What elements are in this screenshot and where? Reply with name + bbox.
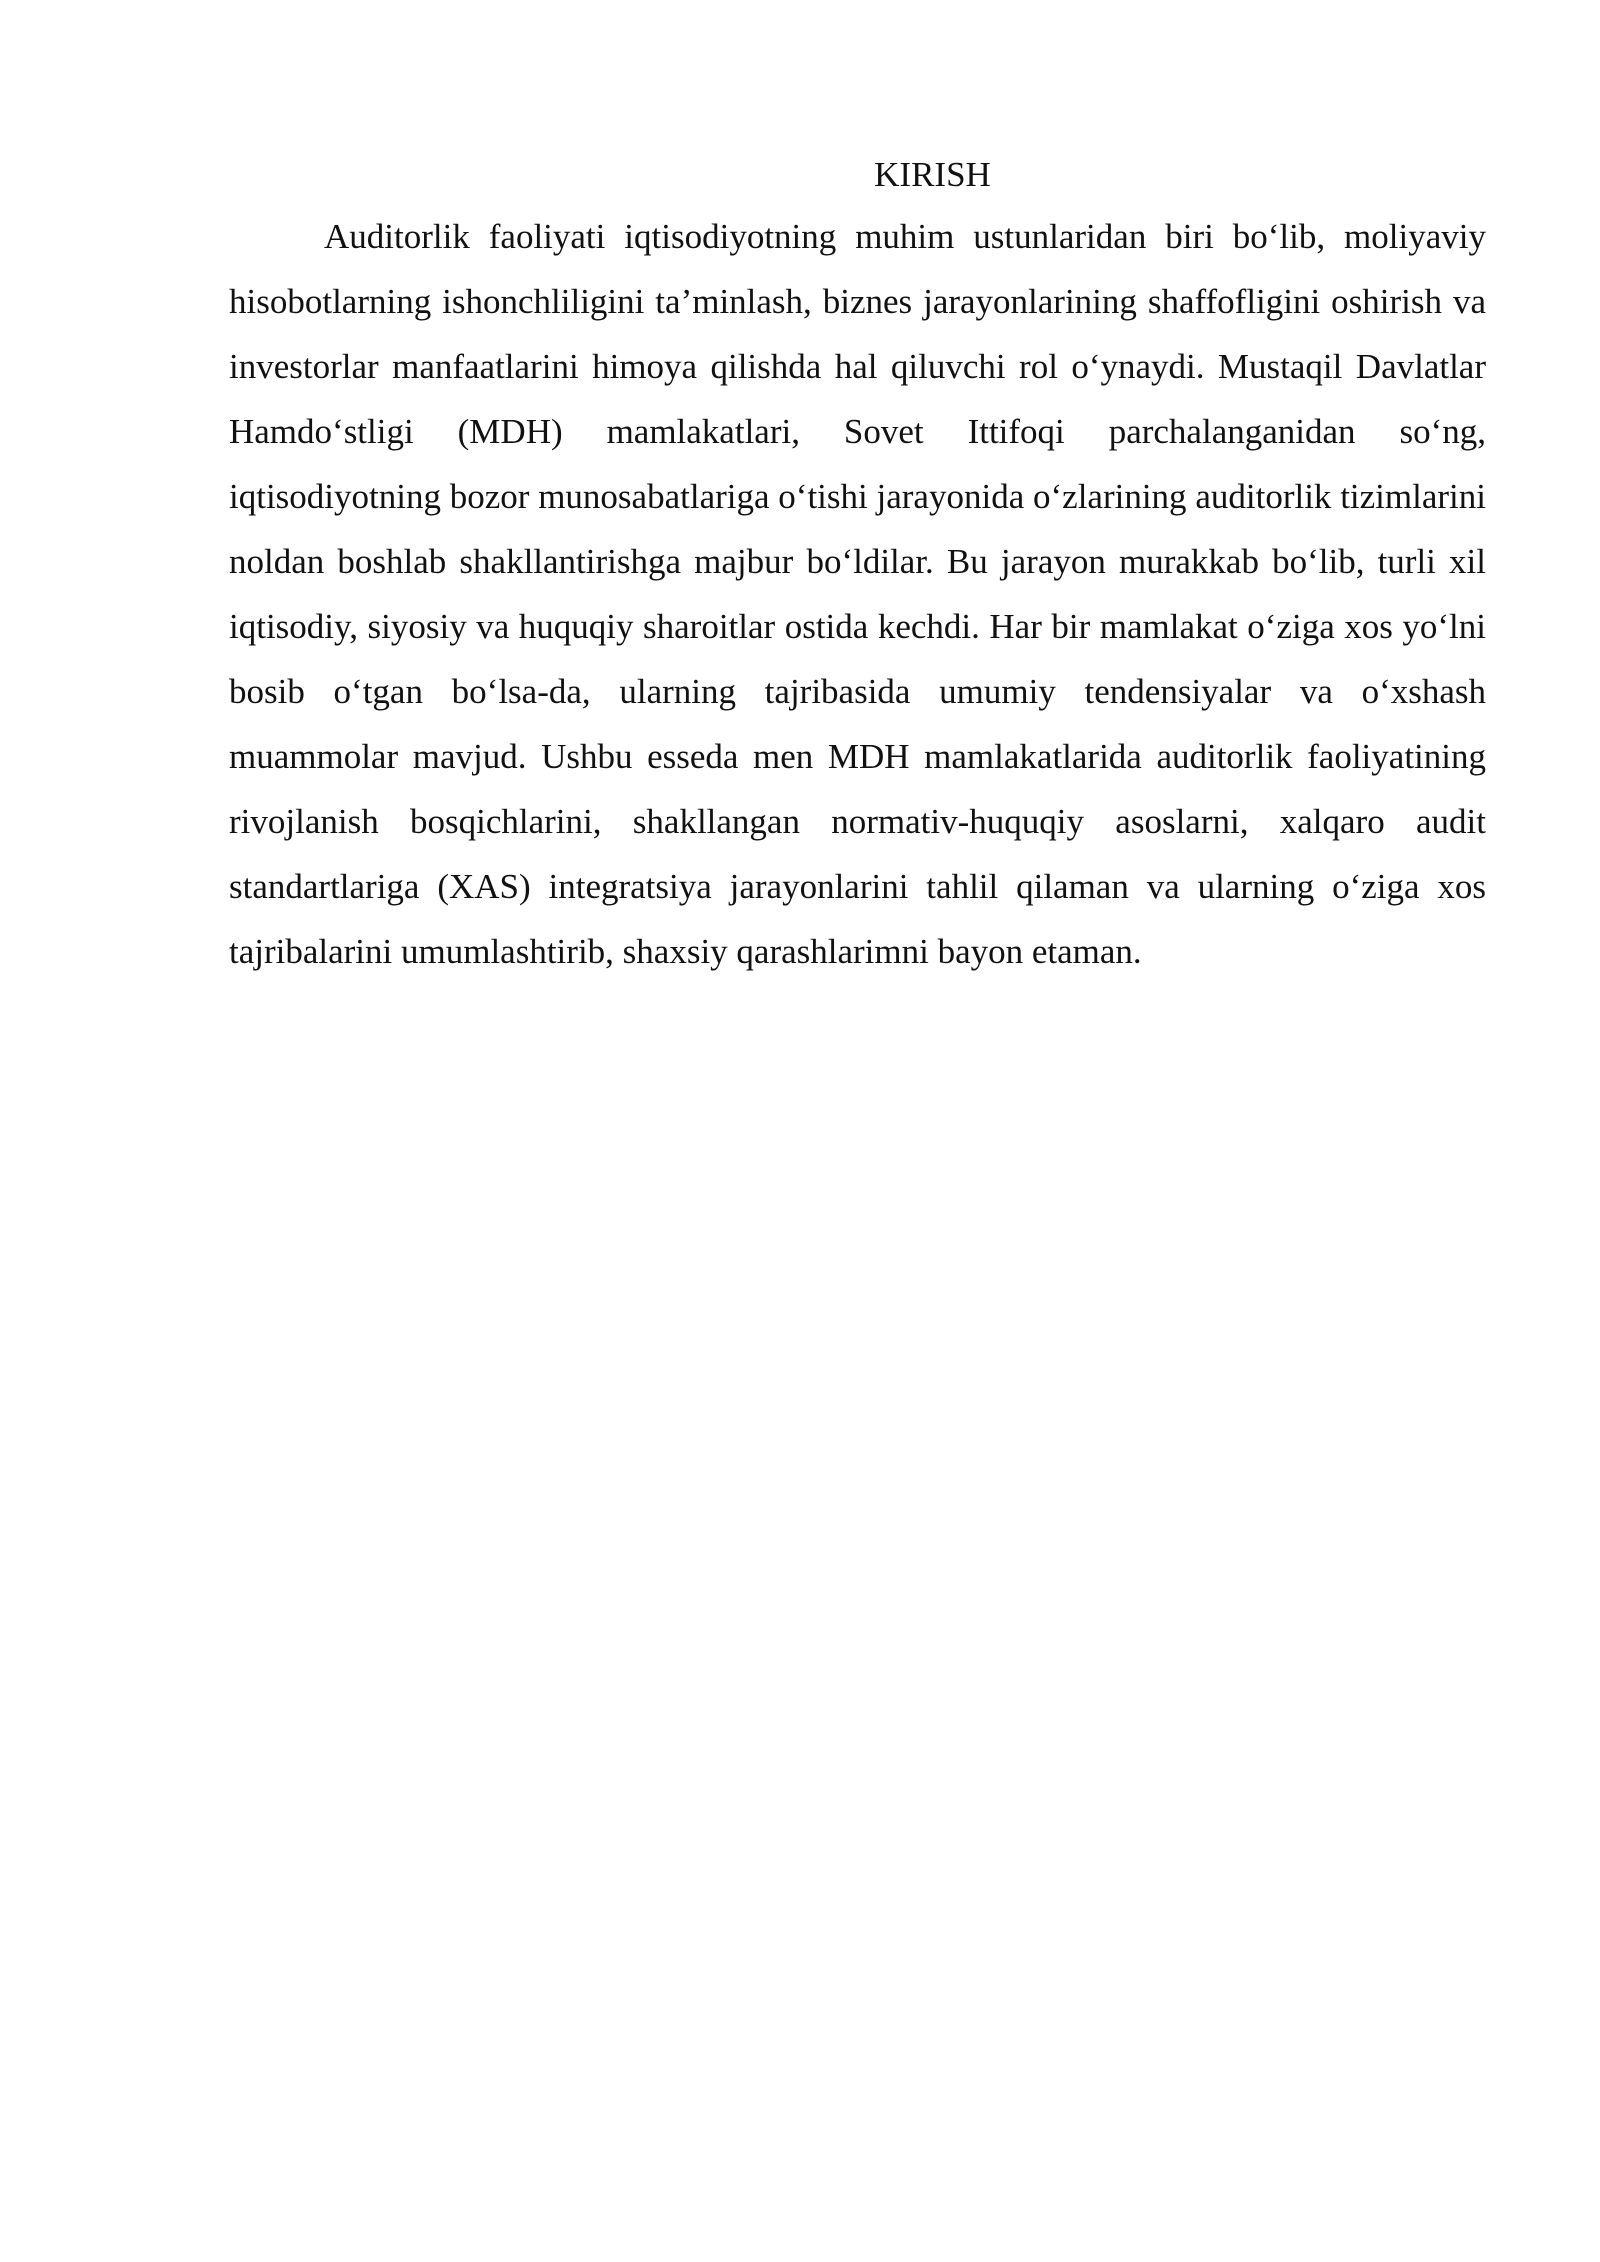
intro-paragraph: Auditorlik faoliyati iqtisodiyotning muhim ustunlaridan biri bo‘lib, moliyaviy hisobotlarning ishonchliligini ta’minlash, biznes jarayonlarining shaffofligini oshirish va investorlar manfaatlarini himoya qilishda hal qiluvchi rol o‘ynaydi. Mustaqil Davlatlar Hamdo‘stligi (MDH) mamlakatlari, Sovet Ittifoqi parchalanganidan so‘ng, iqtisodiyotning bozor munosabatlariga o‘tishi jarayonida o‘zlarining auditorlik tizimlarini noldan boshlab shakllantirishga majbur bo‘ldilar. Bu jarayon murakkab bo‘lib, turli xil iqtisodiy, siyosiy va huquqiy sharoitlar ostida kechdi. Har bir mamlakat o‘ziga xos yo‘lni bosib o‘tgan bo‘lsa-da, ularning tajribasida umumiy tendensiyalar va o‘xshash muammolar mavjud. Ushbu esseda men MDH mamlakatlarida auditorlik faoliyatining rivojlanish bosqichlarini, shakllangan normativ-huquqiy asoslarni, xalqaro audit standartlariga (XAS) integratsiya jarayonlarini tahlil qilaman va ularning o‘ziga xos tajribalarini umumlashtirib, shaxsiy qarashlarimni bayon etaman. xyxy=(229,217,1486,971)
page-title: KIRISH xyxy=(874,155,991,194)
page-content xyxy=(229,146,1486,984)
